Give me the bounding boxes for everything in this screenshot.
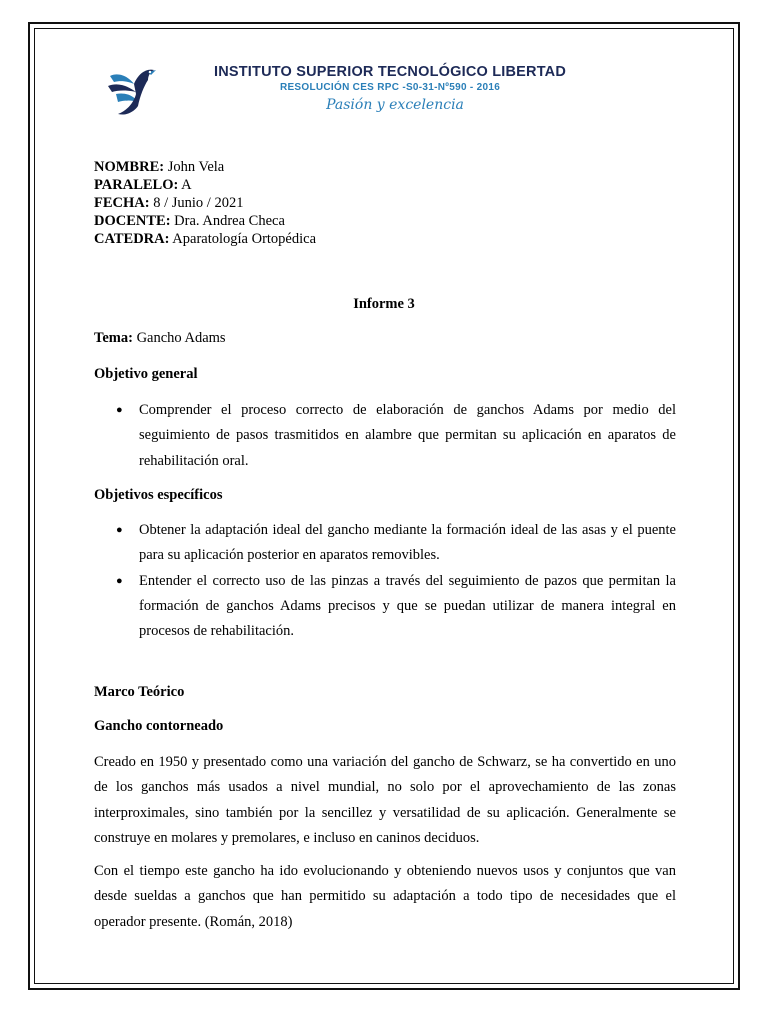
fecha-field [94,194,243,212]
nombre-value: John Vela [167,159,225,175]
fecha-label: FECHA: [94,195,150,211]
paralelo-value: A [181,177,192,193]
docente-label: DOCENTE: [94,213,171,229]
list-item [94,518,676,569]
fecha-value: 8 / Junio / 2021 [153,195,244,211]
tema-value: Gancho Adams [136,330,226,346]
nombre-label: NOMBRE: [94,159,165,175]
catedra-field [94,230,316,248]
objetivo-general-list [94,398,676,474]
marco-teorico-heading: Marco Teórico [94,684,185,700]
docente-value: Dra. Andrea Checa [174,213,285,229]
paralelo-label: PARALELO: [94,177,179,193]
list-item-text: Obtener la adaptación ideal del gancho mediante la formación ideal de las asas y el puente para su aplicación posterior en aparatos removibles. [139,522,676,564]
list-item-text: Entender el correcto uso de las pinzas a través del seguimiento de pazos que permitan la formación de ganchos Adams precisos y que se puedan utilizar de manera integral en procesos de rehabilitación. [139,572,676,640]
objetivo-general-heading: Objetivo general [94,366,198,382]
paragraph-2: Con el tiempo este gancho ha ido evolucionando y obteniendo nuevos usos y conjuntos que van desde sueldas a ganchos que han permitido su adaptación a todo tipo de necesidades que el operador presente. (Román, 2018) [94,863,676,930]
tema-line [94,330,226,347]
catedra-value: Aparatología Ortopédica [172,231,317,247]
list-item [94,398,676,474]
bullet-icon: ● [116,524,123,536]
docente-field [94,212,285,230]
objetivos-especificos-list [94,518,676,644]
paragraph-1: Creado en 1950 y presentado como una variación del gancho de Schwarz, se ha convertido en uno de los ganchos más usados a nivel mundial, no solo por el aprovechamiento de las zonas interproximales, sino también por la sencillez y versatilidad de su aplicación. Generalmente se construye en molares y premolares, e incluso en caninos deciduos. [94,754,676,846]
objetivos-especificos-heading: Objetivos específicos [94,487,223,503]
list-item-text: Comprender el proceso correcto de elaboración de ganchos Adams por medio del seguimiento de pasos trasmitidos en alambre que permitan su aplicación en aparatos de rehabilitación oral. [139,402,676,469]
institution-name: INSTITUTO SUPERIOR TECNOLÓGICO LIBERTAD [213,64,567,80]
report-title: Informe 3 [353,296,415,312]
catedra-label: CATEDRA: [94,231,170,247]
list-item [94,569,676,645]
paralelo-field [94,176,192,194]
bullet-icon: ● [116,574,123,587]
gancho-contorneado-heading: Gancho contorneado [94,718,224,734]
bullet-icon: ● [116,404,123,416]
resolution-line: RESOLUCIÓN CES RPC -S0-31-Nº590 - 2016 [279,82,501,93]
tema-label: Tema: [94,330,133,346]
slogan: Pasión y excelencia [326,97,464,113]
nombre-field [94,158,224,176]
bird-logo-icon [104,62,162,120]
